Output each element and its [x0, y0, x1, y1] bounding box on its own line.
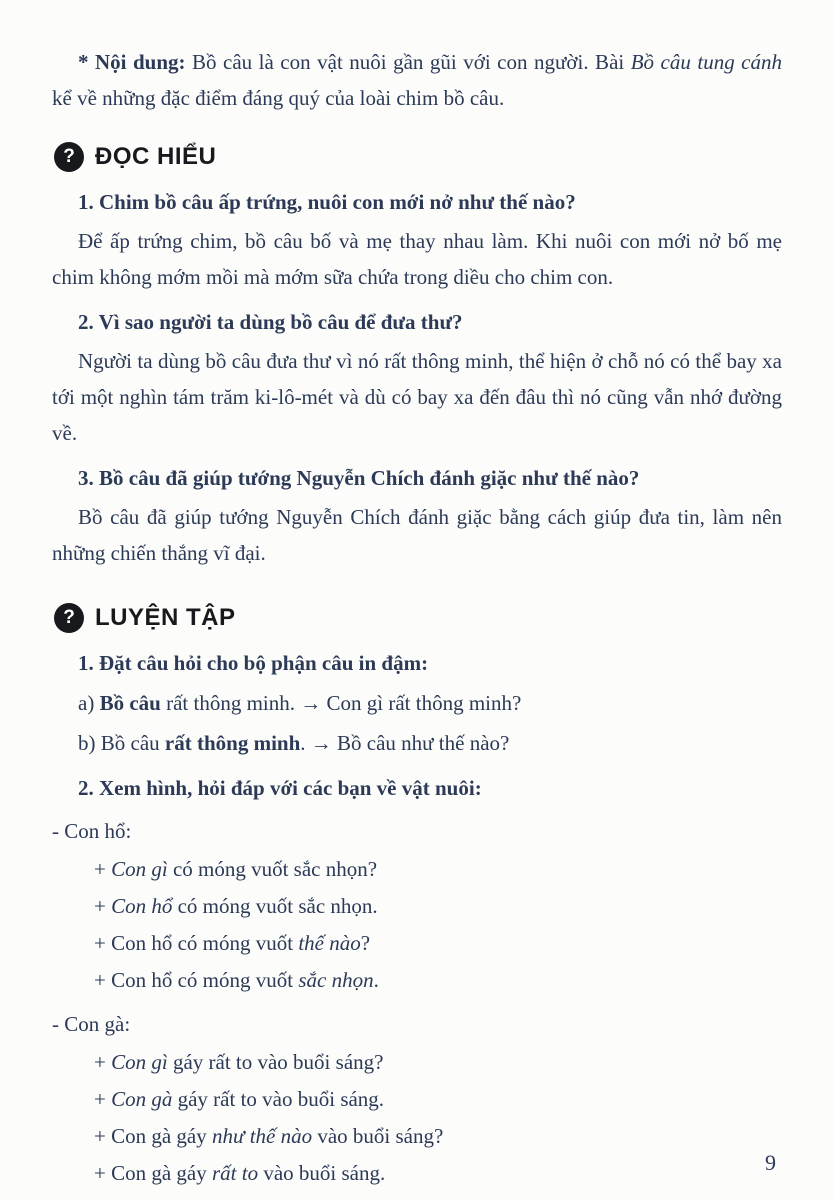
answer-1: Để ấp trứng chim, bồ câu bố và mẹ thay nhau làm. Khi nuôi con mới nở bố mẹ chim không mớm mồi mà mớm sữa chứa trong diều cho chim con.	[52, 229, 782, 289]
section-header-luyen-tap	[54, 603, 782, 633]
qa-text: vào buổi sáng?	[312, 1124, 444, 1148]
qa-line	[94, 1118, 782, 1155]
qa-line	[94, 1044, 782, 1081]
item-b-bold: rất thông minh	[164, 731, 301, 755]
intro-paragraph	[52, 44, 782, 116]
exercise-1-heading: 1. Đặt câu hỏi cho bộ phận câu in đậm:	[78, 651, 429, 675]
section-title-doc-hieu: ĐỌC HIỂU	[95, 143, 217, 170]
qa-text: +	[94, 894, 112, 918]
qa-line	[94, 925, 782, 962]
question-circle-icon: ?	[54, 142, 84, 172]
qa-emphasis: thế nào	[298, 931, 361, 955]
question-3: 3. Bồ câu đã giúp tướng Nguyễn Chích đánh giặc như thế nào?	[78, 466, 640, 490]
qa-text: + Con hổ có móng vuốt	[94, 968, 299, 992]
qa-text: +	[94, 857, 112, 881]
qa-text: gáy rất to vào buổi sáng.	[172, 1087, 385, 1111]
section-title-luyen-tap: LUYỆN TẬP	[95, 604, 236, 631]
question-2: 2. Vì sao người ta dùng bồ câu để đưa thư?	[78, 310, 463, 334]
qa-text: gáy rất to vào buổi sáng?	[167, 1050, 384, 1074]
book-title: Bồ câu tung cánh	[630, 50, 783, 74]
qa-text: + Con gà gáy	[94, 1124, 212, 1148]
qa-emphasis: rất to	[212, 1161, 259, 1185]
qa-line	[94, 1081, 782, 1118]
qa-emphasis: Con gì	[111, 1050, 168, 1074]
qa-text: +	[94, 1087, 112, 1111]
qa-text: + Con hổ có móng vuốt	[94, 931, 299, 955]
intro-label: * Nội dung:	[78, 50, 186, 74]
animal-label-tiger: - Con hổ:	[52, 819, 132, 843]
qa-emphasis: Con gà	[111, 1087, 173, 1111]
exercise-2-heading: 2. Xem hình, hỏi đáp với các bạn về vật nuôi:	[78, 776, 482, 800]
textbook-page	[52, 44, 782, 1192]
intro-text-2: kể về những đặc điểm đáng quý của loài chim bồ câu.	[52, 86, 505, 110]
qa-emphasis: Con hổ	[111, 894, 173, 918]
qa-line	[94, 888, 782, 925]
qa-text: có móng vuốt sắc nhọn?	[167, 857, 378, 881]
animal-label-rooster: - Con gà:	[52, 1012, 131, 1036]
qa-text: + Con gà gáy	[94, 1161, 212, 1185]
item-a-text-1: a)	[78, 691, 100, 715]
qa-text: ?	[360, 931, 371, 955]
exercise-1-item-b	[78, 725, 782, 761]
item-a-text-2: rất thông minh. → Con gì rất thông minh?	[160, 691, 522, 715]
qa-text: +	[94, 1050, 112, 1074]
qa-text: vào buổi sáng.	[258, 1161, 386, 1185]
qa-emphasis: như thế nào	[212, 1124, 313, 1148]
question-1: 1. Chim bồ câu ấp trứng, nuôi con mới nở như thế nào?	[78, 190, 576, 214]
item-a-bold: Bồ câu	[99, 691, 161, 715]
qa-text: .	[373, 968, 379, 992]
qa-emphasis: sắc nhọn	[298, 968, 374, 992]
qa-line	[94, 962, 782, 999]
intro-text-1: Bồ câu là con vật nuôi gần gũi với con người. Bài	[185, 50, 631, 74]
qa-text: có móng vuốt sắc nhọn.	[172, 894, 378, 918]
section-header-doc-hieu	[54, 142, 782, 172]
exercise-1-item-a	[78, 685, 782, 721]
item-b-text-2: . → Bồ câu như thế nào?	[300, 731, 510, 755]
page-number: 9	[765, 1150, 776, 1175]
item-b-text-1: b) Bồ câu	[78, 731, 165, 755]
answer-2: Người ta dùng bồ câu đưa thư vì nó rất thông minh, thể hiện ở chỗ nó có thể bay xa tới một nghìn tám trăm ki-lô-mét và dù có bay xa đến đâu thì nó cũng vẫn nhớ đường về.	[52, 349, 782, 445]
qa-line	[94, 1155, 782, 1192]
qa-emphasis: Con gì	[111, 857, 168, 881]
answer-3: Bồ câu đã giúp tướng Nguyễn Chích đánh giặc bằng cách giúp đưa tin, làm nên những chiến thắng vĩ đại.	[52, 505, 782, 565]
qa-line	[94, 851, 782, 888]
question-circle-icon: ?	[54, 603, 84, 633]
